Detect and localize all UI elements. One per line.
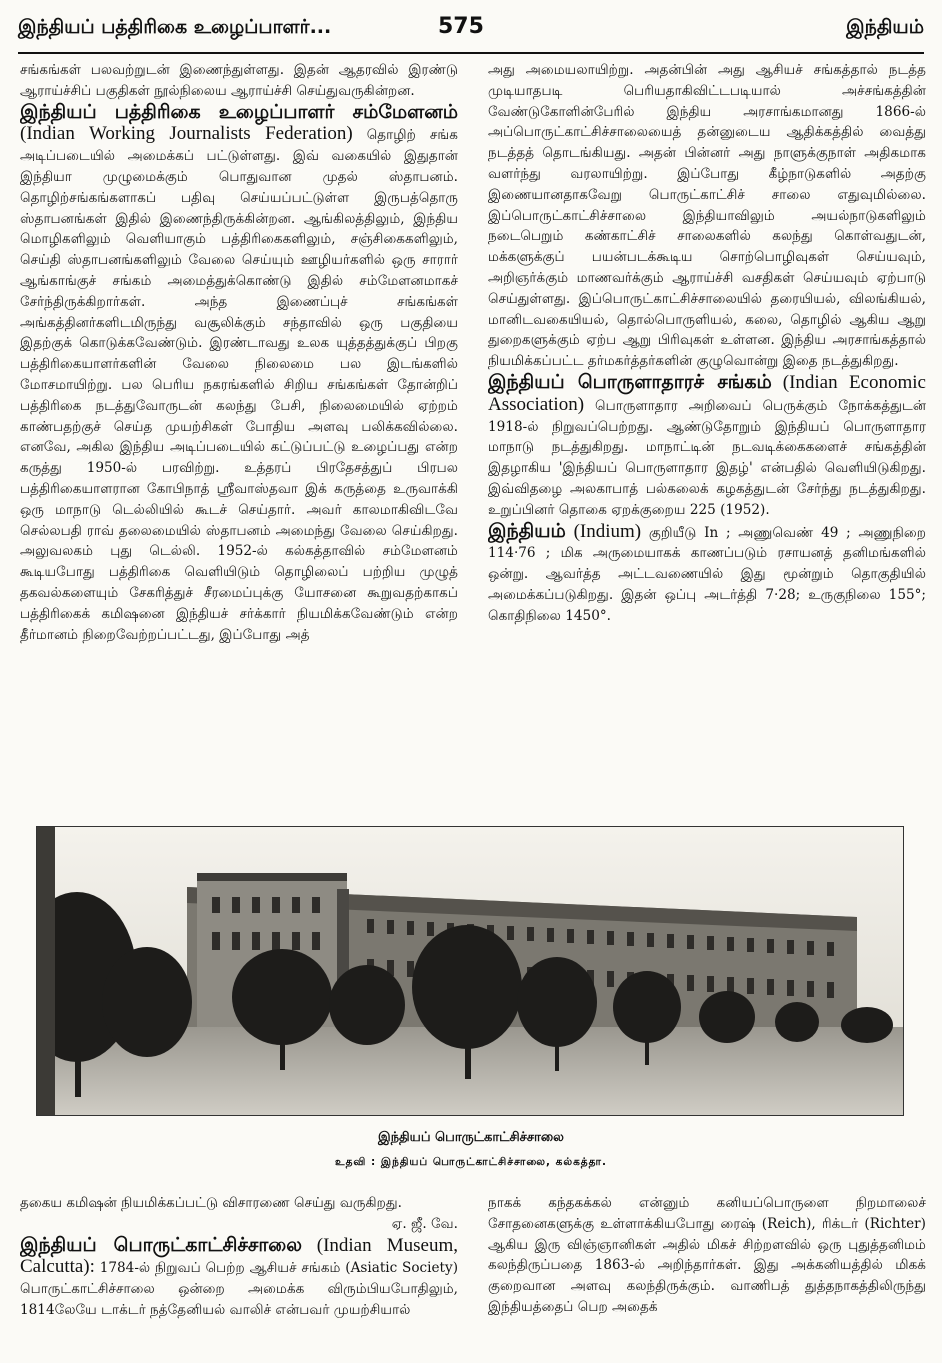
left-column-bottom	[20, 1193, 458, 1358]
article-heading: இந்தியம்	[488, 519, 566, 542]
figure-credit: உதவி : இந்தியப் பொருட்காட்சிச்சாலை, கல்கத்தா.	[335, 1156, 607, 1168]
article-body: தொழிற் சங்க அடிப்படையில் அமைக்கப் பட்டுள்ளது. இவ் வகையில் இதுதான் இந்தியா முழுமைக்கும் பொதுவான முதல் ஸ்தாபனம். தொழிற்சங்கங்களாகப் பதிவு செய்யப்பட்டுள்ள இருபத்தொரு ஸ்தாபனங்கள் இதில் இணைந்திருக்கின்றன. ஆங்கிலத்திலும், இந்திய மொழிகளிலும் வெளியாகும் பத்திரிகைகளிலும், சஞ்சிகைகளிலும், செய்தி ஸ்தாபனங்களிலும் வேலை செய்யும் ஊழியர்களில் ஒரு சாரார் ஆங்காங்குச் சங்கம் அமைத்துக்கொண்டு இதில் சம்மேளனமாகச் சேர்ந்திருக்கிறார்கள். அந்த இணைப்புச் சங்கங்கள் அங்கத்தினர்களிடமிருந்து வசூலிக்கும் சந்தாவில் ஒரு பகுதியை இதற்குக் கொடுக்கவேண்டும். இரண்டாவது உலக யுத்தத்துக்குப் பிறகு பத்திரிகையாளர்களின் வேலை நிலைமை பல இடங்களில் மோசமாயிற்று. பல பெரிய நகரங்களில் சிறிய சங்கங்கள் தோன்றிப் பத்திரிகை நடத்துவோருடன் கலந்து பேசி, நிலைமையில் ஏற்றம் காண்பதற்குச் செய்த முயற்சிகள் போதிய அளவு பலிக்கவில்லை. எனவே, அகில இந்திய அடிப்படையில் கட்டுப்பட்டு உழைப்பது என்ற கருத்து 1950-ல் பரவிற்று. உத்தரப் பிரதேசத்துப் பிரபல பத்திரிகையாளரான கோபிநாத் ஸ்ரீவாஸ்தவா இக் கருத்தை உருவாக்கி ஒரு மாநாடு டெல்லியில் கூடச் செய்தார். அவர் காலமாகிவிடவே செல்லபதி ராவ் தலைமையில் ஸ்தாபனம் அமைந்து வேலை செய்கிறது. அலுவலகம் புது டெல்லி. 1952-ல் கல்கத்தாவில் சம்மேளனம் கூடியபோது பத்திரிகை வெளியிடும் தொழிலைப் பற்றிய முழுத் தகவல்களையும் சேகரித்துச் சீரமைப்புக்கு யோசனை கூறுவதற்காகப் பத்திரிகைக் கமிஷனை இந்தியச் சர்க்கார் நியமிக்கவேண்டும் என்ற தீர்மானம் நிறைவேற்றப்பட்டது, இப்போது அத்	[20, 127, 458, 643]
author-signature: ஏ. ஜீ. வே.	[391, 1215, 458, 1232]
page-header	[18, 8, 924, 54]
article-heading-english: (Indian Working Journalists Federation)	[20, 123, 353, 145]
museum-photograph	[36, 826, 904, 1116]
running-head-right: இந்தியம்	[846, 16, 924, 38]
right-column-top	[488, 60, 926, 800]
article-indium	[488, 521, 926, 627]
museum-continuation: அது அமையலாயிற்று. அதன்பின் அது ஆசியச் சங்கத்தால் நடத்த முடியாதபடி பெரியதாகிவிட்டபடியால் அச்சங்கத்தின் வேண்டுகோளின்பேரில் இந்திய அரசாங்கமானது 1866-ல் அப்பொருட்காட்சிச்சாலையைத் தன்னுடைய ஆதிக்கத்தில் வைத்து நடத்தத் தொடங்கியது. அதன் பின்னர் அது நாளுக்குநாள் அதிகமாக வளர்ந்து வரலாயிற்று. இப்போது கீழ்நாடுகளில் அதற்கு இணையானதாகவேறு பொருட்காட்சிச் சாலை எதுவுமில்லை. இப்பொருட்காட்சிச்சாலை இந்தியாவிலும் அயல்நாடுகளிலும் நடைபெறும் கண்காட்சிச் சாலைகளில் கலந்து கொள்வதுடன், மக்களுக்குப் பயன்படக்கூடிய சொற்பொழிவுகள் செய்யவும், அறிஞர்க்கும் மாணவர்க்கும் ஆராய்ச்சி வசதிகள் செய்யவும் ஏற்பாடு செய்துள்ளது. இப்பொருட்காட்சிச்சாலையில் தரையியல், விலங்கியல், மானிடவகையியல், தொல்பொருளியல், கலை, தொழில் ஆகிய ஆறு துறைகளுக்கும் ஏற்ப ஆறு பிரிவுகள் உள்ளன. இந்திய அரசாங்கத்தால் நியமிக்கப்பட்ட தர்மகர்த்தர்களின் குழுவொன்று இதை நடத்துகிறது.	[488, 62, 926, 370]
intro-paragraph: சங்கங்கள் பலவற்றுடன் இணைந்துள்ளது. இதன் ஆதரவில் இரண்டு ஆராய்ச்சிப் பகுதிகள் நூல்நிலைய ஆராய்ச்சி செய்துவருகின்றன.	[20, 62, 458, 99]
right-column-bottom	[488, 1193, 926, 1358]
article-heading-english: (Indium)	[573, 520, 642, 542]
article-economic-association	[488, 372, 926, 521]
article-body: 1784-ல் நிறுவப் பெற்ற ஆசியச் சங்கம் (Asiatic Society) பொருட்காட்சிச்சாலை ஒன்றை அமைக்க விரும்பியபோதிலும், 1814லேயே டாக்டர் நத்தேனியல் வாலிச் என்பவர் முயற்சியால்	[20, 1260, 458, 1318]
article-heading-english: (Indian Museum, Calcutta):	[20, 1234, 458, 1278]
running-head-left: இந்தியப் பத்திரிகை உழைப்பாளர்...	[18, 16, 332, 38]
article-heading: இந்தியப் பொருட்காட்சிச்சாலை	[20, 1233, 303, 1256]
left-column-top	[20, 60, 458, 800]
indium-continuation: நாகக் கந்தகக்கல் என்னும் கனியப்பொருளை நிறமாலைச் சோதனைகளுக்கு உள்ளாக்கியபோது ரைஷ் (Reich), ரிக்டர் (Richter) ஆகிய இரு விஞ்ஞானிகள் அதில் மிகச் சிற்றளவில் ஒரு புதுத்தனிமம் கலந்திருப்பதை 1863-ல் அறிந்தார்கள். இது அக்கனியத்தில் மிகக் குறைவான அளவு கலந்திருக்கும். வாணிபத் துத்தநாகத்திலிருந்து இந்தியத்தைப் பெற அதைக்	[488, 1195, 926, 1315]
article-heading: இந்தியப் பத்திரிகை உழைப்பாளர் சம்மேளனம்	[20, 100, 458, 123]
commission-continuation: தகைய கமிஷன் நியமிக்கப்பட்டு விசாரணை செய்து வருகிறது.	[20, 1195, 402, 1211]
article-journalists-federation	[20, 102, 458, 646]
article-body: பொருளாதார அறிவைப் பெருக்கும் நோக்கத்துடன் 1918-ல் நிறுவப்பெற்றது. ஆண்டுதோறும் இந்தியப் பொருளாதார மாநாடு நடத்துகிறது. மாநாட்டின் நடவடிக்கைகளைச் சங்கத்தின் இதழாகிய 'இந்தியப் பொருளாதார இதழ்' என்பதில் வெளியிடுகிறது. இவ்விதழை அலகாபாத் பல்கலைக் கழகத்துடன் சேர்ந்து நடத்துகிறது. உறுப்பினர் தொகை ஏறக்குறைய 225 (1952).	[488, 397, 926, 518]
article-indian-museum	[20, 1235, 458, 1321]
article-heading: இந்தியப் பொருளாதாரச் சங்கம்	[488, 370, 772, 393]
museum-building-illustration	[37, 827, 903, 1115]
article-body: குறியீடு In ; அணுவெண் 49 ; அணுநிறை 114·76 ; மிக அருமையாகக் காணப்படும் ரசாயனத் தனிமங்களில் ஒன்று. ஆவர்த்த அட்டவணையில் இது மூன்றும் தொகுதியில் அமைக்கப்படுகிறது. இதன் ஒப்பு அடர்த்தி 7·28; உருகுநிலை 155°; கொதிநிலை 1450°.	[488, 524, 926, 624]
figure-caption: இந்தியப் பொருட்காட்சிச்சாலை	[378, 1130, 564, 1145]
page-number: 575	[438, 14, 484, 39]
article-heading-english: (Indian Economic Association)	[488, 371, 926, 415]
